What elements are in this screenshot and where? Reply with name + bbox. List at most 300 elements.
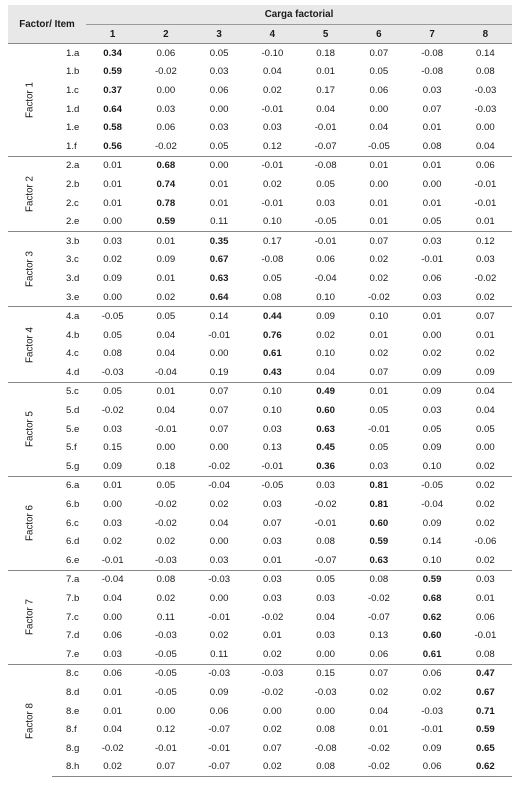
loading-cell: 0.01 [86, 476, 139, 495]
table-row [8, 137, 512, 156]
loading-cell: 0.02 [263, 178, 282, 190]
item-label: 6.e [66, 554, 80, 566]
loading-cell: -0.01 [474, 197, 497, 209]
loading-cell: 0.04 [156, 405, 176, 417]
item-label: 1.f [66, 140, 77, 152]
table-row [8, 551, 512, 570]
loading-cell: 0.01 [139, 231, 192, 250]
loading-cell: 0.06 [209, 84, 229, 96]
loading-cell: 0.11 [210, 216, 229, 228]
loading-cell: 0.02 [476, 291, 495, 303]
loading-cell: 0.17 [316, 84, 335, 96]
loading-cell: 0.06 [103, 630, 122, 642]
primary-loading-cell: 0.59 [156, 216, 176, 228]
loading-cell: 0.03 [263, 593, 282, 605]
loading-cell: 0.04 [369, 122, 389, 134]
item-label: 3.d [66, 272, 80, 284]
primary-loading-cell: 0.67 [209, 254, 229, 266]
loading-cell: 0.04 [476, 140, 495, 152]
loading-cell: 0.05 [369, 405, 389, 417]
loading-cell: -0.08 [421, 66, 444, 78]
loading-cell: 0.09 [406, 382, 459, 401]
table-row [8, 514, 512, 533]
table-row [8, 382, 512, 401]
primary-loading-cell: 0.71 [476, 705, 495, 717]
loading-cell: 0.07 [352, 44, 405, 63]
table-row [8, 626, 512, 645]
loading-cell: 0.00 [156, 442, 176, 454]
loading-cell: 0.09 [103, 272, 122, 284]
loading-cell: 0.00 [422, 329, 442, 341]
loading-cell: 0.01 [369, 724, 389, 736]
loading-cell: 0.03 [209, 122, 229, 134]
factor-group-label-cell [8, 307, 52, 382]
table-row [8, 63, 512, 82]
item-label: 5.e [66, 423, 80, 435]
loading-cell: -0.03 [474, 84, 497, 96]
item-label: 1.d [66, 103, 80, 115]
loading-cell: 0.01 [352, 156, 405, 175]
loading-cell: -0.08 [299, 156, 352, 175]
loading-cell: 0.02 [86, 758, 139, 777]
loading-cell: 0.00 [193, 156, 246, 175]
factor-group-label-cell [8, 476, 52, 570]
loading-cell: 0.02 [209, 630, 229, 642]
loading-cell: 0.09 [209, 686, 229, 698]
table-row [8, 326, 512, 345]
loading-cell: -0.03 [101, 366, 124, 378]
factor-group-label: Factor 2 [24, 175, 36, 212]
item-label: 8.d [66, 686, 80, 698]
table-row [8, 664, 512, 683]
primary-loading-cell: 0.43 [263, 366, 282, 378]
loading-cell: 0.00 [103, 216, 122, 228]
loading-cell: 0.13 [369, 630, 389, 642]
primary-loading-cell: 0.59 [476, 724, 495, 736]
loading-cell: 0.07 [422, 103, 442, 115]
primary-loading-cell: 0.65 [476, 742, 495, 754]
table-row [8, 683, 512, 702]
item-label: 8.e [66, 705, 80, 717]
loading-cell: -0.06 [474, 536, 497, 548]
primary-loading-cell: 0.35 [193, 231, 246, 250]
loading-cell: 0.12 [263, 140, 282, 152]
item-label: 6.b [66, 499, 80, 511]
primary-loading-cell: 0.68 [139, 156, 192, 175]
loading-cell: 0.01 [103, 686, 122, 698]
loading-cell: 0.05 [422, 216, 442, 228]
primary-loading-cell: 0.63 [209, 272, 229, 284]
primary-loading-cell: 0.64 [209, 291, 229, 303]
loading-cell: 0.01 [406, 307, 459, 326]
table-row [8, 363, 512, 382]
item-label: 2.c [66, 197, 79, 209]
loading-cell: 0.07 [352, 231, 405, 250]
loading-cell: -0.01 [101, 554, 124, 566]
primary-loading-cell: 0.63 [369, 554, 389, 566]
primary-loading-cell: 0.59 [406, 570, 459, 589]
loading-cell: 0.08 [316, 724, 335, 736]
table-row [8, 156, 512, 175]
loading-cell: 0.07 [209, 405, 229, 417]
loading-cell: -0.05 [154, 686, 177, 698]
column-header-7: 7 [406, 25, 459, 44]
table-row [8, 194, 512, 213]
loading-cell: -0.03 [193, 664, 246, 683]
primary-loading-cell: 0.47 [459, 664, 512, 683]
column-header-2: 2 [139, 25, 192, 44]
loading-cell: 0.13 [263, 442, 282, 454]
carga-factorial-header: Carga factorial [86, 5, 512, 25]
loading-cell: 0.08 [422, 140, 442, 152]
loading-cell: 0.01 [86, 156, 139, 175]
item-label: 3.e [66, 291, 80, 303]
loading-cell: 0.02 [459, 476, 512, 495]
loading-cell: 0.03 [263, 122, 282, 134]
table-row [8, 100, 512, 119]
loading-cell: -0.02 [367, 291, 390, 303]
loading-cell: 0.01 [476, 216, 495, 228]
primary-loading-cell: 0.74 [156, 178, 176, 190]
loading-cell: 0.02 [476, 460, 495, 472]
loading-cell: 0.02 [422, 686, 442, 698]
loading-cell: 0.07 [369, 366, 389, 378]
item-label: 2.e [66, 216, 80, 228]
loading-cell: 0.05 [139, 307, 192, 326]
loading-cell: -0.07 [314, 554, 337, 566]
loading-cell: -0.02 [154, 499, 177, 511]
loading-cell: 0.05 [139, 476, 192, 495]
loading-cell: -0.02 [474, 272, 497, 284]
factor-group-label-cell [8, 382, 52, 476]
table-row [8, 269, 512, 288]
loading-cell: 0.01 [406, 156, 459, 175]
loading-cell: 0.04 [369, 705, 389, 717]
loading-cell: -0.07 [314, 140, 337, 152]
item-label: 7.d [66, 630, 80, 642]
loading-cell: -0.01 [208, 611, 231, 623]
loading-cell: 0.02 [263, 724, 282, 736]
table-row [8, 118, 512, 137]
loading-cell: 0.08 [476, 648, 495, 660]
loading-cell: 0.03 [103, 517, 122, 529]
loading-cell: 0.06 [406, 758, 459, 777]
loading-cell: -0.03 [154, 554, 177, 566]
primary-loading-cell: 0.49 [299, 382, 352, 401]
loading-cell: -0.01 [154, 423, 177, 435]
loading-cell: 0.02 [369, 254, 389, 266]
item-label: 5.d [66, 405, 80, 417]
loading-cell: 0.01 [369, 329, 389, 341]
loading-cell: 0.00 [316, 705, 335, 717]
table-row [8, 720, 512, 739]
loading-cell: 0.03 [209, 66, 229, 78]
loading-cell: 0.05 [369, 442, 389, 454]
loading-cell: -0.03 [193, 570, 246, 589]
loading-cell: 0.04 [156, 348, 176, 360]
loading-cell: -0.07 [367, 611, 390, 623]
table-row [8, 212, 512, 231]
loading-cell: 0.02 [156, 593, 176, 605]
item-label: 8.h [52, 758, 86, 777]
loading-cell: 0.00 [263, 705, 282, 717]
loading-cell: 0.01 [369, 197, 389, 209]
loading-cell: -0.01 [261, 103, 284, 115]
loading-cell: -0.01 [421, 724, 444, 736]
loading-cell: 0.09 [299, 307, 352, 326]
loading-cell: 0.07 [263, 742, 282, 754]
primary-loading-cell: 0.45 [316, 442, 335, 454]
item-label: 8.f [66, 724, 77, 736]
table-row [8, 420, 512, 439]
loading-cell: -0.01 [261, 197, 284, 209]
loading-cell: 0.01 [209, 197, 229, 209]
loading-cell: -0.05 [367, 140, 390, 152]
item-label: 7.c [66, 611, 79, 623]
factor-group-label: Factor 3 [24, 251, 36, 288]
loading-cell: 0.09 [156, 254, 176, 266]
loading-cell: 0.14 [459, 44, 512, 63]
loading-cell: 0.09 [422, 517, 442, 529]
loading-cell: 0.06 [459, 156, 512, 175]
primary-loading-cell: 0.61 [263, 348, 282, 360]
table-row [8, 532, 512, 551]
table-body [8, 44, 512, 777]
primary-loading-cell: 0.64 [103, 103, 122, 115]
loading-cell: -0.08 [406, 44, 459, 63]
loading-cell: -0.07 [193, 758, 246, 777]
loading-cell: 0.00 [103, 291, 122, 303]
loading-cell: 0.02 [263, 648, 282, 660]
loading-cell: 0.05 [422, 423, 442, 435]
loading-cell: -0.02 [154, 66, 177, 78]
loading-cell: 0.03 [263, 499, 282, 511]
loading-cell: 0.02 [422, 348, 442, 360]
factor-item-header: Factor/ Item [8, 5, 86, 44]
loading-cell: -0.01 [314, 122, 337, 134]
loading-cell: 0.09 [103, 460, 122, 472]
loading-cell: 0.09 [476, 366, 495, 378]
loading-cell: -0.02 [101, 405, 124, 417]
loading-cell: -0.04 [314, 272, 337, 284]
loading-cell: 0.00 [209, 442, 229, 454]
loading-cell: -0.02 [261, 611, 284, 623]
loading-cell: -0.01 [154, 742, 177, 754]
loading-cell: -0.01 [367, 423, 390, 435]
loading-cell: 0.04 [316, 611, 335, 623]
loading-cell: 0.01 [422, 122, 442, 134]
loading-cell: 0.05 [103, 329, 122, 341]
loading-cell: 0.01 [263, 630, 282, 642]
loading-cell: 0.03 [316, 593, 335, 605]
primary-loading-cell: 0.62 [422, 611, 442, 623]
loading-cell: 0.14 [422, 536, 442, 548]
column-header-6: 6 [352, 25, 405, 44]
loading-cell: 0.00 [209, 536, 229, 548]
item-label: 5.g [66, 460, 80, 472]
loading-cell: 0.08 [103, 348, 122, 360]
loading-cell: -0.05 [246, 476, 299, 495]
loading-cell: 0.01 [352, 382, 405, 401]
item-label: 2.b [66, 178, 80, 190]
loading-cell: 0.08 [263, 291, 282, 303]
loading-cell: 0.03 [459, 570, 512, 589]
column-header-8: 8 [459, 25, 512, 44]
loading-cell: 0.03 [209, 554, 229, 566]
loading-cell: -0.05 [154, 648, 177, 660]
loading-cell: -0.08 [314, 742, 337, 754]
item-label: 1.b [66, 66, 80, 78]
item-label: 7.a [52, 570, 86, 589]
loading-cell: 0.05 [263, 272, 282, 284]
item-label: 3.b [52, 231, 86, 250]
item-label: 4.a [52, 307, 86, 326]
loading-cell: 0.06 [86, 664, 139, 683]
table-row [8, 175, 512, 194]
item-label: 7.b [66, 593, 80, 605]
item-label: 6.c [66, 517, 79, 529]
factor-group-label: Factor 5 [24, 411, 36, 448]
loading-cell: 0.04 [263, 66, 282, 78]
loading-cell: 0.10 [352, 307, 405, 326]
loading-cell: 0.02 [476, 499, 495, 511]
loading-cell: 0.02 [246, 758, 299, 777]
loading-cell: 0.02 [263, 84, 282, 96]
loading-cell: 0.03 [156, 103, 176, 115]
table-row [8, 307, 512, 326]
factor-group-label-cell [8, 570, 52, 664]
loading-cell: 0.03 [86, 231, 139, 250]
loading-cell: 0.01 [156, 272, 176, 284]
loading-cell: 0.10 [316, 291, 335, 303]
loading-cell: 0.06 [422, 272, 442, 284]
loading-cell: -0.01 [474, 630, 497, 642]
table-row [8, 438, 512, 457]
factor-group-label-cell [8, 156, 52, 231]
loading-cell: -0.10 [246, 44, 299, 63]
item-label: 5.f [66, 442, 77, 454]
loading-cell: -0.01 [314, 517, 337, 529]
loading-cell: 0.08 [316, 536, 335, 548]
loading-cell: -0.05 [406, 476, 459, 495]
loading-cell: 0.00 [209, 593, 229, 605]
table-row [8, 81, 512, 100]
loading-cell: 0.04 [316, 103, 335, 115]
loading-cell: -0.07 [208, 724, 231, 736]
factor-group-label: Factor 1 [24, 81, 36, 118]
loading-cell: -0.05 [314, 216, 337, 228]
primary-loading-cell: 0.60 [369, 517, 389, 529]
loading-cell: 0.02 [156, 291, 176, 303]
loading-cell: 0.05 [299, 570, 352, 589]
loading-cell: 0.00 [369, 178, 389, 190]
table-row [8, 758, 512, 777]
loading-cell: -0.02 [352, 758, 405, 777]
table-row [8, 608, 512, 627]
factor-group-label: Factor 6 [24, 505, 36, 542]
loading-cell: 0.02 [369, 272, 389, 284]
item-label: 1.a [52, 44, 86, 63]
primary-loading-cell: 0.60 [422, 630, 442, 642]
table-row [8, 231, 512, 250]
loading-cell: -0.04 [86, 570, 139, 589]
loading-cell: 0.00 [209, 348, 229, 360]
loading-cell: 0.04 [156, 329, 176, 341]
loading-cell: 0.00 [476, 442, 495, 454]
loading-cell: 0.03 [299, 476, 352, 495]
loading-cell: 0.00 [476, 122, 495, 134]
loading-cell: 0.07 [193, 382, 246, 401]
loading-cell: -0.02 [208, 460, 231, 472]
loading-cell: 0.01 [476, 329, 495, 341]
loading-cell: 0.02 [476, 554, 495, 566]
loading-cell: 0.07 [139, 758, 192, 777]
loading-cell: 0.02 [369, 686, 389, 698]
loading-cell: 0.14 [193, 307, 246, 326]
loading-cell: 0.04 [209, 517, 229, 529]
item-label: 3.c [66, 254, 79, 266]
loading-cell: -0.01 [474, 178, 497, 190]
loading-cell: -0.02 [314, 499, 337, 511]
column-header-3: 3 [193, 25, 246, 44]
loading-cell: 0.00 [316, 648, 335, 660]
primary-loading-cell: 0.62 [459, 758, 512, 777]
loading-cell: 0.04 [459, 382, 512, 401]
primary-loading-cell: 0.59 [103, 66, 122, 78]
item-label: 6.d [66, 536, 80, 548]
primary-loading-cell: 0.61 [422, 648, 442, 660]
table-row [8, 288, 512, 307]
loading-cell: 0.01 [422, 197, 442, 209]
loading-cell: 0.04 [103, 724, 122, 736]
column-header-1: 1 [86, 25, 139, 44]
loading-cell: -0.01 [421, 254, 444, 266]
primary-loading-cell: 0.56 [103, 140, 122, 152]
loading-cell: 0.15 [299, 664, 352, 683]
item-label: 4.c [66, 348, 79, 360]
loading-cell: 0.11 [210, 648, 229, 660]
loading-cell: -0.03 [314, 686, 337, 698]
table-row [8, 645, 512, 664]
item-label: 8.g [66, 742, 80, 754]
factor-loadings-table [8, 5, 512, 777]
loading-cell: 0.00 [209, 103, 229, 115]
primary-loading-cell: 0.76 [263, 329, 282, 341]
loading-cell: -0.02 [154, 140, 177, 152]
loading-cell: -0.01 [299, 231, 352, 250]
loading-cell: 0.05 [316, 178, 335, 190]
loading-cell: 0.03 [406, 231, 459, 250]
loading-cell: 0.06 [369, 648, 389, 660]
loading-cell: -0.02 [261, 686, 284, 698]
loading-cell: 0.12 [459, 231, 512, 250]
loading-cell: -0.03 [474, 103, 497, 115]
loading-cell: -0.01 [261, 460, 284, 472]
loading-cell: 0.03 [263, 423, 282, 435]
item-label: 1.e [66, 122, 80, 134]
loading-cell: 0.10 [422, 460, 442, 472]
loading-cell: 0.03 [369, 460, 389, 472]
item-label: 7.e [66, 648, 80, 660]
loading-cell: 0.03 [422, 84, 442, 96]
loading-cell: 0.01 [263, 554, 282, 566]
primary-loading-cell: 0.60 [316, 405, 335, 417]
loading-cell: 0.00 [156, 705, 176, 717]
loading-cell: 0.09 [422, 442, 442, 454]
loading-cell: 0.07 [263, 517, 282, 529]
loading-cell: 0.03 [422, 291, 442, 303]
factor-group-label-cell [8, 664, 52, 777]
